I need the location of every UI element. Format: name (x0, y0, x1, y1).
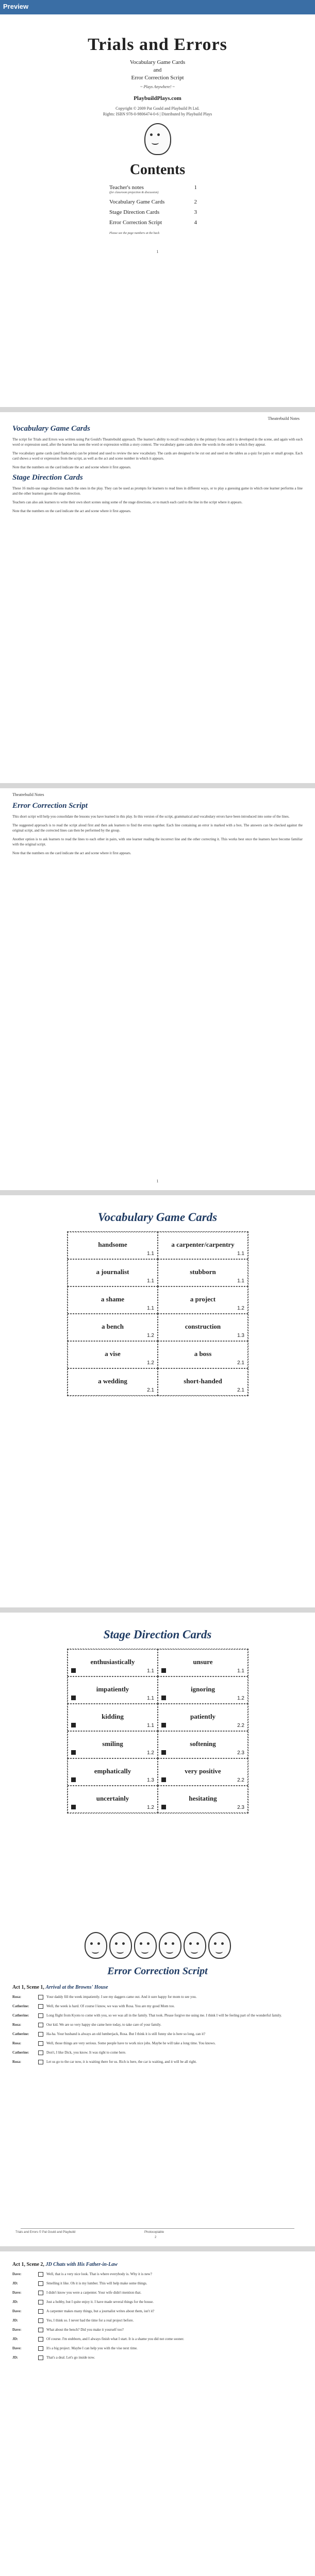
error-checkbox-icon[interactable] (38, 2023, 43, 2027)
speaker-line: Well, those things are very serious. Some people have to work nice jobs. Maybe he will take a long time. You knows. (46, 2041, 216, 2045)
vocab-heading: Vocabulary Game Cards (12, 425, 90, 433)
error-paragraph-2: The suggested approach is to read the script aloud first and then ask learners to find the errors together. Each line containing an error is marked with a box. The answers can be checked against the original script, and the corrected lines can then be performed by the group. (12, 823, 303, 833)
footer-left: Trials and Errors © Pat Gould and Playbuild (15, 2231, 76, 2234)
stage-card[interactable]: smiling 1.2 (68, 1731, 158, 1758)
stage-card[interactable]: kidding 1.1 (68, 1704, 158, 1731)
vocab-card[interactable]: a boss 2.1 (158, 1341, 248, 1368)
error-checkbox-icon[interactable] (38, 2050, 43, 2055)
checkbox-icon (161, 1777, 166, 1782)
speaker-line: Well, the week is hard. Of course I know, we was with Rosa. You are my good Mom too. (46, 2004, 175, 2008)
vocab-card-grid (67, 1231, 248, 1396)
scene-2-subtitle: JD Chats with His Father-in-Law (45, 2262, 118, 2267)
speaker-name: Dave: (12, 2272, 22, 2276)
runhead: Theatrebuild Notes (268, 416, 300, 421)
stage-cards-title: Stage Direction Cards (103, 1628, 212, 1641)
speaker-name: Rosa: (12, 2060, 22, 2064)
notes-page-number: 1 (156, 1179, 159, 1183)
stage-card[interactable]: emphatically 1.3 (68, 1758, 158, 1786)
error-checkbox-icon[interactable] (38, 2346, 43, 2351)
preview-bar (0, 0, 315, 14)
script-line (12, 2281, 303, 2286)
character-face-icon (134, 1932, 157, 1959)
stage-card[interactable]: ignoring 1.2 (158, 1676, 248, 1704)
cover-subtitle-2: and (153, 67, 162, 73)
page-vocab-cards (0, 1195, 315, 1607)
stage-card[interactable]: uncertainly 1.2 (68, 1786, 158, 1813)
speaker-line: I didn't know you were a carpenter. Your wife didn't mention that. (46, 2291, 142, 2295)
script-line (12, 2004, 303, 2009)
error-checkbox-icon[interactable] (38, 2272, 43, 2277)
checkbox-icon (161, 1696, 166, 1700)
speaker-line: Our kid. We are so very happy she came here today, to take care of your family. (46, 2023, 161, 2027)
page-separator (0, 1607, 315, 1613)
error-checkbox-icon[interactable] (38, 1995, 43, 1999)
character-face-icon (159, 1932, 181, 1959)
script-line (12, 2013, 303, 2018)
speaker-line: Let us go to the car now, it is waiting there for us. Rich is here, the car is waiting, and it will be all right. (46, 2060, 197, 2064)
script-line (12, 2355, 303, 2360)
author-portrait (0, 123, 315, 158)
script-line (12, 2031, 303, 2037)
checkbox-icon (71, 1805, 76, 1809)
speaker-line: Ha-ha. Your husband is always an old lumberjack, Rosa. But I think it is still funny she is here so long, can it? (46, 2032, 206, 2036)
character-face-icon (109, 1932, 132, 1959)
checkbox-icon (71, 1668, 76, 1673)
speaker-line: Your daddy fill the week impatiently. I see my daggers came out. And it sure happy for mom to see you. (46, 1995, 197, 1999)
vocab-card[interactable]: a bench 1.2 (68, 1314, 158, 1341)
script-line (12, 2050, 303, 2055)
checkbox-icon (161, 1668, 166, 1673)
speaker-name: Catherine: (12, 2032, 29, 2036)
vocab-card[interactable]: a project 1.2 (158, 1286, 248, 1314)
checkbox-icon (71, 1696, 76, 1700)
error-paragraph-3: Another option is to ask learners to read the lines to each other in pairs, with one learner reading the incorrect line and the other correcting it. This works best once the learners have become familiar with the original script. (12, 837, 303, 846)
footer-rule (21, 2228, 294, 2229)
toc-row-3[interactable]: Stage Direction Cards 3 (109, 209, 197, 215)
vocab-card[interactable]: a wedding 2.1 (68, 1368, 158, 1396)
scene-2 (12, 2262, 303, 2364)
speaker-name: Catherine: (12, 2050, 29, 2055)
page-separator (0, 1190, 315, 1195)
vocab-card[interactable]: stubborn 1.1 (158, 1259, 248, 1286)
scene-1-lines (12, 1994, 303, 2064)
page-separator (0, 2246, 315, 2251)
speaker-line: A carpenter makes many things, but a journalist writes about them, isn't it? (46, 2309, 155, 2313)
speaker-line: Don't, I like Dick, you know. It was right to come here. (46, 2050, 126, 2055)
stage-paragraph-2: Teachers can also ask learners to write their own short scenes using some of the stage directions, or to match each card to the line in the script where it appears. (12, 500, 243, 504)
speaker-name: Dave: (12, 2346, 22, 2350)
script-line (12, 2346, 303, 2351)
vocab-card[interactable]: a journalist 1.1 (68, 1259, 158, 1286)
error-checkbox-icon[interactable] (38, 2060, 43, 2064)
vocab-card[interactable]: a carpenter/carpentry 1.1 (158, 1232, 248, 1259)
speaker-name: Catherine: (12, 2013, 29, 2018)
toc-note: Please see the page numbers at the back (109, 232, 160, 235)
stage-card[interactable]: very positive 2.2 (158, 1758, 248, 1786)
speaker-line: Well, that is a very nice look. That is where everybody is. Why it is new? (46, 2272, 152, 2276)
script-line (12, 2327, 303, 2332)
cover-subtitle-1: Vocabulary Game Cards (129, 59, 186, 65)
scene-1-heading: Act 1, Scene 1, (12, 1985, 44, 1990)
error-checkbox-icon[interactable] (38, 2032, 43, 2037)
speaker-name: JD: (12, 2300, 18, 2304)
stage-card-grid (67, 1649, 248, 1814)
stage-heading: Stage Direction Cards (12, 473, 83, 482)
character-face-icon (184, 1932, 206, 1959)
character-faces (0, 1932, 315, 1961)
vocab-card[interactable]: construction 1.3 (158, 1314, 248, 1341)
scene-2-lines (12, 2272, 303, 2360)
vocab-card[interactable]: a shame 1.1 (68, 1286, 158, 1314)
vocab-paragraph-1: The script for Trials and Errors was written using Pat Gould's Theatrebuild approach. The learner's ability to recall vocabulary is the primary focus and it is developed in the scene, and again with each word or expression used, after the learner has seen the word or expression within a story context. The vocabulary game cards show the words in the order in which they appear. (12, 437, 303, 447)
stage-card[interactable]: unsure 1.1 (158, 1649, 248, 1676)
script-line (12, 2336, 303, 2342)
speaker-name: Rosa: (12, 2023, 22, 2027)
checkbox-icon (161, 1805, 166, 1809)
script-line (12, 2059, 303, 2064)
footer-center: Photocopiable (144, 2231, 164, 2234)
speaker-line: It's a big project. Maybe I can help you with the vise next time. (46, 2346, 138, 2350)
stage-card[interactable]: softening 2.3 (158, 1731, 248, 1758)
speaker-name: Dave: (12, 2291, 22, 2295)
checkbox-icon (161, 1750, 166, 1755)
page-cover (0, 14, 315, 407)
error-checkbox-icon[interactable] (38, 2328, 43, 2332)
error-paragraph-1: This short script will help you consolidate the lessons you have learned in this play. In this version of the script, grammatical and vocabulary errors have been introduced into some of the lines. (12, 815, 290, 819)
character-face-icon (208, 1932, 231, 1959)
toc-row-1[interactable]: Teacher's notes 1 (109, 184, 197, 191)
script-line (12, 1994, 303, 1999)
vocab-paragraph-3: Note that the numbers on the card indicate the act and scene where it first appears. (12, 465, 131, 469)
preview-label: Preview (3, 3, 29, 10)
page-separator (0, 407, 315, 412)
speaker-line: Yes, I think so. I never had the time for a real project before. (46, 2318, 134, 2323)
speaker-name: Rosa: (12, 1995, 22, 1999)
speaker-line: Long flight from Kyoto to come with you, so we was all in the family. That took. Please forgive me using me. I think I will be feeling part of the wonderful family. (46, 2013, 282, 2018)
speaker-name: Dave: (12, 2309, 22, 2313)
stage-paragraph-3: Note that the numbers on the card indicate the act and scene where it first appears. (12, 509, 131, 513)
error-checkbox-icon[interactable] (38, 2309, 43, 2314)
page-script-2 (0, 2251, 315, 2576)
speaker-line: Of course. I'm stubborn, and I always finish what I start. It is a shame you did not come sooner. (46, 2337, 185, 2341)
scene-1 (12, 1985, 303, 2069)
script-title: Error Correction Script (107, 1965, 208, 1977)
speaker-name: Rosa: (12, 2041, 22, 2045)
toc-row-2[interactable]: Vocabulary Game Cards 2 (109, 199, 197, 205)
error-checkbox-icon[interactable] (38, 2013, 43, 2018)
stage-card[interactable]: enthusiastically 1.1 (68, 1649, 158, 1676)
script-line (12, 2309, 303, 2314)
speaker-line: That's a deal. Let's go inside now. (46, 2355, 95, 2360)
toc-row-4[interactable]: Error Correction Script 4 (109, 219, 197, 226)
error-checkbox-icon[interactable] (38, 2337, 43, 2342)
speaker-name: JD: (12, 2337, 18, 2341)
error-checkbox-icon[interactable] (38, 2041, 43, 2046)
error-script-heading: Error Correction Script (12, 802, 88, 810)
footer-page: 2 (155, 2236, 157, 2239)
checkbox-icon (71, 1723, 76, 1727)
error-checkbox-icon[interactable] (38, 2318, 43, 2323)
script-line (12, 2318, 303, 2323)
cover-site: PlaybuildPlays.com (134, 95, 181, 101)
vocab-cards-title: Vocabulary Game Cards (97, 1211, 218, 1224)
page-stage-cards (0, 1613, 315, 2246)
speaker-name: JD: (12, 2355, 18, 2360)
error-checkbox-icon[interactable] (38, 2281, 43, 2286)
cover-rights: Rights: ISBN 978-0-9806474-0-6 | Distributed by Playbuild Plays (103, 112, 212, 116)
script-line (12, 2022, 303, 2027)
scene-2-heading: Act 1, Scene 2, (12, 2262, 44, 2267)
script-line (12, 2290, 303, 2295)
speaker-name: JD: (12, 2281, 18, 2285)
error-paragraph-4: Note that the numbers on the card indicate the act and scene where it first appears. (12, 851, 131, 855)
contents-title: Contents (129, 162, 186, 178)
vocab-card[interactable]: short-handed 2.1 (158, 1368, 248, 1396)
cover-page-number: 1 (156, 249, 159, 254)
vocab-paragraph-2: The vocabulary game cards (and flashcards) can be printed and used to review the new vocabulary. The cards are designed to be cut out and used on the tables as a quiz for pairs or small groups. Each card shows a word or expression from the script, as well as the act and scene number in which it appears. (12, 451, 303, 461)
page-notes-1 (0, 412, 315, 783)
toc-row-1-note: (for classroom projection & discussion) (109, 191, 159, 194)
error-checkbox-icon[interactable] (38, 2300, 43, 2304)
error-checkbox-icon[interactable] (38, 2291, 43, 2295)
cover-title: Trials and Errors (88, 35, 227, 54)
vocab-card[interactable]: a vise 1.2 (68, 1341, 158, 1368)
page-separator (0, 783, 315, 788)
cover-copyright: Copyright © 2009 Pat Gould and Playbuild Pt Ltd. (115, 106, 200, 111)
error-checkbox-icon[interactable] (38, 2355, 43, 2360)
cover-subtitle-3: Error Correction Script (131, 75, 184, 81)
page-notes-2 (0, 788, 315, 1190)
error-checkbox-icon[interactable] (38, 2004, 43, 2009)
scene-1-subtitle: Arrival at the Browns' House (45, 1985, 108, 1990)
stage-paragraph-1: These 16 multi-use stage directions match the ones in the play. They can be used as prompts for learners to read lines in different ways, or to play a guessing game in which one learner performs a line and the other learners guess the stage direction. (12, 486, 303, 496)
checkbox-icon (71, 1750, 76, 1755)
speaker-line: Smelling it like. Oh it is my lumber. This will help make some things. (46, 2281, 147, 2285)
character-face-icon (85, 1932, 107, 1959)
vocab-card[interactable]: handsome 1.1 (68, 1232, 158, 1259)
toc-list (109, 184, 197, 236)
stage-card[interactable]: impatiently 1.1 (68, 1676, 158, 1704)
speaker-line: Just a hobby, but I quite enjoy it. I have made several things for the house. (46, 2300, 154, 2304)
speaker-line: What about the bench? Did you make it yourself too? (46, 2328, 124, 2332)
speaker-name: Dave: (12, 2328, 22, 2332)
script-line (12, 2272, 303, 2277)
checkbox-icon (161, 1723, 166, 1727)
stage-card[interactable]: hesitating 2.3 (158, 1786, 248, 1813)
checkbox-icon (71, 1777, 76, 1782)
script-line (12, 2299, 303, 2304)
speaker-name: JD: (12, 2318, 18, 2323)
runhead: Theatrebuild Notes (12, 792, 44, 797)
stage-card[interactable]: patiently 2.2 (158, 1704, 248, 1731)
cover-credit: ~ Plays Anywhere! ~ (140, 84, 175, 89)
speaker-name: Catherine: (12, 2004, 29, 2008)
author-face-icon (144, 123, 171, 155)
script-line (12, 2041, 303, 2046)
